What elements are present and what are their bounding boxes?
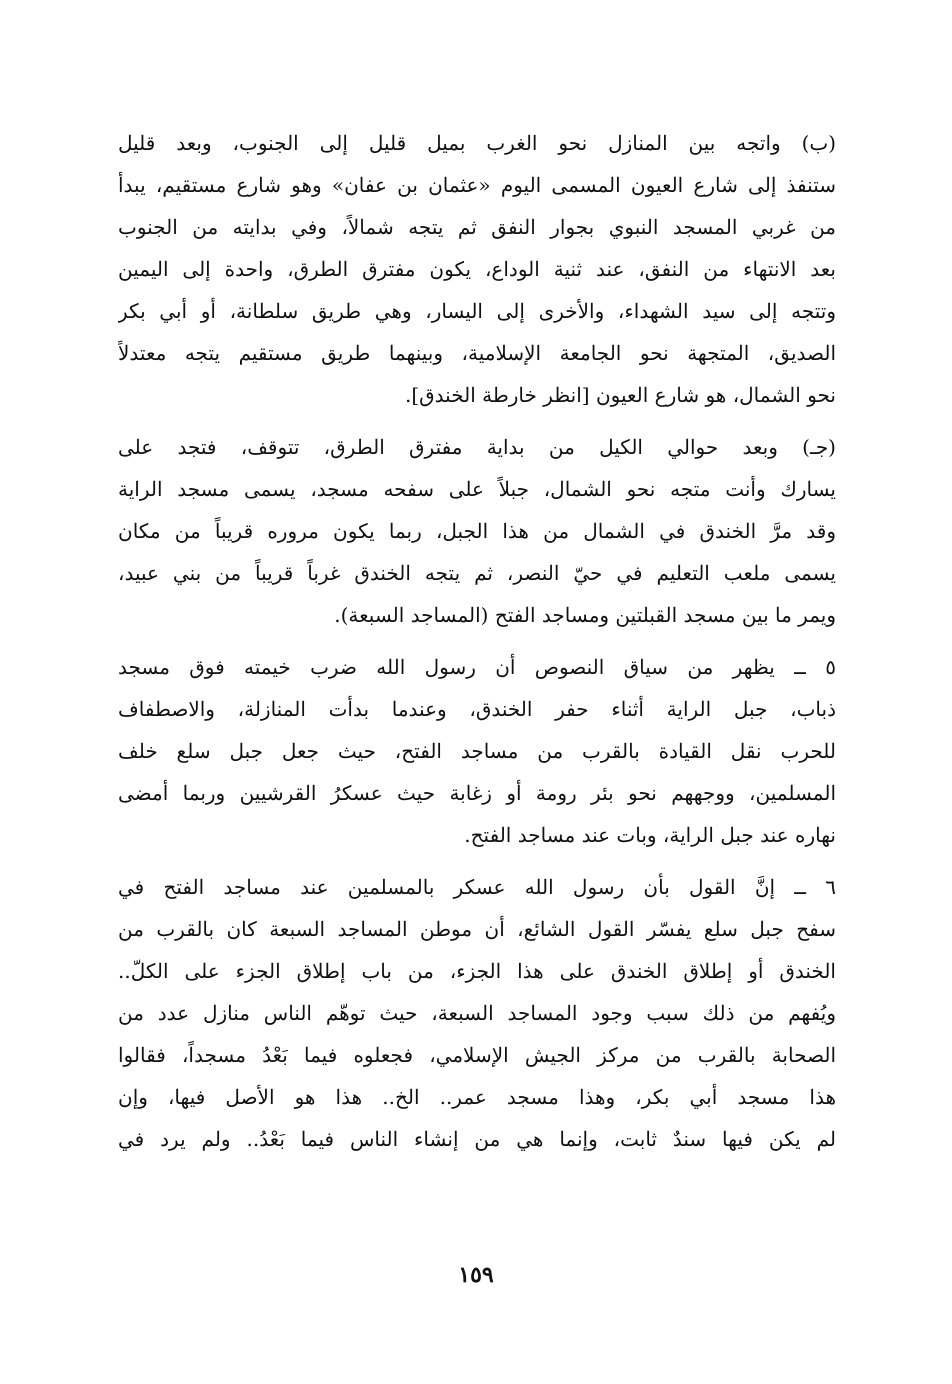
text-line: ويُفهم من ذلك سبب وجود المساجد السبعة، حيث توهّم الناس منازل عدد من — [118, 1001, 836, 1025]
text-line: نحو الشمال، هو شارع العيون [انظر خارطة الخندق]. — [404, 383, 836, 407]
text-line: ستنفذ إلى شارع العيون المسمى اليوم «عثمان بن عفان» وهو شارع مستقيم، يبدأ — [118, 173, 836, 197]
text-line: المسلمين، ووجههم نحو بئر رومة أو زغابة حيث عسكرُ القرشيين وربما أمضى — [118, 781, 836, 805]
paragraph-j — [118, 426, 836, 636]
text-line: (جـ) وبعد حوالي الكيل من بداية مفترق الطرق، تتوقف، فتجد على — [118, 435, 836, 459]
text-line: بعد الانتهاء من النفق، عند ثنية الوداع، يكون مفترق الطرق، واحدة إلى اليمين — [118, 257, 836, 281]
text-line: ٦ ــ إنَّ القول بأن رسول الله عسكر بالمسلمين عند مساجد الفتح في — [118, 875, 836, 899]
text-line: وقد مرَّ الخندق في الشمال من هذا الجبل، ربما يكون مروره قريباً من مكان — [118, 519, 836, 543]
text-line: هذا مسجد أبي بكر، وهذا مسجد عمر.. الخ.. هذا هو الأصل فيها، وإن — [118, 1085, 836, 1109]
text-line: الخندق أو إطلاق الخندق على هذا الجزء، من باب إطلاق الجزء على الكلّ.. — [118, 959, 836, 983]
text-line: سفح جبل سلع يفسّر القول الشائع، أن موطن المساجد السبعة كان بالقرب من — [118, 917, 836, 941]
text-line: ذباب، جبل الراية أثناء حفر الخندق، وعندما بدأت المنازلة، والاصطفاف — [118, 697, 836, 721]
text-line: يسمى ملعب التعليم في حيّ النصر، ثم يتجه الخندق غرباً قريباً من بني عبيد، — [118, 561, 836, 585]
text-line: (ب) واتجه بين المنازل نحو الغرب بميل قليل إلى الجنوب، وبعد قليل — [118, 131, 836, 155]
text-line: للحرب نقل القيادة بالقرب من مساجد الفتح، حيث جعل جبل سلع خلف — [118, 739, 836, 763]
text-line: لم يكن فيها سندٌ ثابت، وإنما هي من إنشاء الناس فيما بَعْدُ.. ولم يرد في — [118, 1127, 836, 1151]
text-line: نهاره عند جبل الراية، وبات عند مساجد الفتح. — [464, 823, 836, 847]
text-line: من غربي المسجد النبوي بجوار النفق ثم يتجه شمالاً، وفي بدايته من الجنوب — [118, 215, 836, 239]
page-body — [118, 122, 836, 1170]
text-line: الصديق، المتجهة نحو الجامعة الإسلامية، وبينهما طريق مستقيم يتجه معتدلاً — [118, 341, 836, 365]
text-line: الصحابة بالقرب من مركز الجيش الإسلامي، فجعلوه فيما بَعْدُ مسجداً، فقالوا — [118, 1043, 836, 1067]
page-number: ١٥٩ — [458, 1262, 494, 1288]
text-line: ٥ ــ يظهر من سياق النصوص أن رسول الله ضرب خيمته فوق مسجد — [118, 655, 836, 679]
paragraph-b — [118, 122, 836, 416]
paragraph-6 — [118, 866, 836, 1160]
paragraph-5 — [118, 646, 836, 856]
text-line: ويمر ما بين مسجد القبلتين ومساجد الفتح (المساجد السبعة). — [334, 603, 836, 627]
text-line: يسارك وأنت متجه نحو الشمال، جبلاً على سفحه مسجد، يسمى مسجد الراية — [118, 477, 836, 501]
text-line: وتتجه إلى سيد الشهداء، والأخرى إلى اليسار، وهي طريق سلطانة، أو أبي بكر — [118, 299, 836, 323]
